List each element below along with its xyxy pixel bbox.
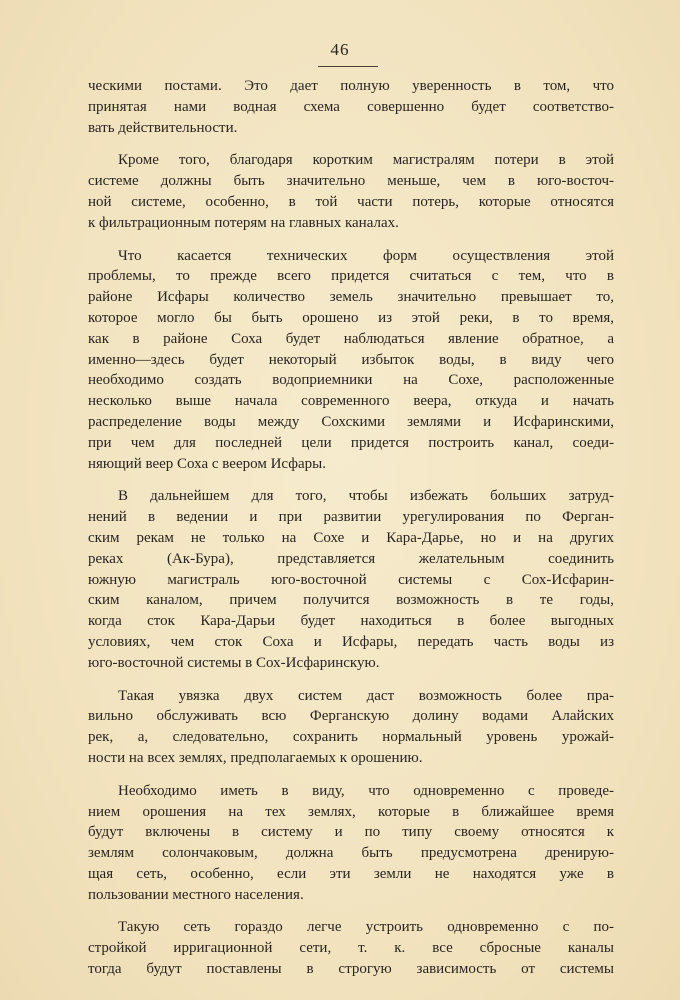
- header-rule: [318, 66, 378, 67]
- text-line: няющий веер Соха с веером Исфары.: [88, 455, 326, 472]
- text-line: необходимо создать водоприемники на Сохе, расположенные: [88, 372, 614, 389]
- text-line: ной системе, особенно, в той части потерь, которые относятся: [88, 193, 614, 210]
- text-line: принятая нами водная схема совершенно будет соответство-: [88, 98, 614, 115]
- text-line: В дальнейшем для того, чтобы избежать больших затруд-: [118, 488, 614, 505]
- text-line: которое могло бы быть орошено из этой реки, в то время,: [88, 309, 614, 326]
- text-line: системе должны быть значительно меньше, чем в юго-восточ-: [88, 173, 614, 190]
- text-line: щая сеть, особенно, если эти земли не находятся уже в: [88, 865, 614, 882]
- paragraph: [88, 486, 614, 673]
- text-line: пользовании местного населения.: [88, 886, 304, 903]
- text-line: Такую сеть гораздо легче устроить одновременно с по-: [118, 919, 614, 936]
- text-line: ским каналом, причем получится возможность в те годы,: [88, 592, 614, 609]
- text-body: [88, 76, 614, 992]
- text-line: районе Исфары количество земель значительно превышает то,: [88, 289, 614, 306]
- text-line: условиях, чем сток Соха и Исфары, передать часть воды из: [88, 633, 614, 650]
- text-line: к фильтрационным потерям на главных каналах.: [88, 214, 399, 231]
- paragraph: [88, 917, 614, 979]
- paragraph: [88, 76, 614, 138]
- text-line: ческими постами. Это дает полную уверенность в том, что: [88, 78, 614, 94]
- text-line: несколько выше начала современного веера, откуда и начать: [88, 393, 614, 410]
- paragraph: [88, 781, 614, 906]
- text-line: стройкой ирригационной сети, т. к. все сбросные каналы: [88, 940, 614, 957]
- text-line: как в районе Соха будет наблюдаться явление обратное, а: [88, 330, 614, 347]
- paragraph: [88, 686, 614, 769]
- text-line: реках (Ак-Бура), представляется желательным соединить: [88, 550, 614, 567]
- text-line: Кроме того, благодаря коротким магистралям потери в этой: [118, 152, 614, 169]
- text-line: нений в ведении и при развитии урегулирования по Ферган-: [88, 509, 614, 526]
- text-line: нием орошения на тех землях, которые в ближайшее время: [88, 803, 614, 820]
- text-line: юго-восточной системы в Сох-Исфаринскую.: [88, 654, 380, 671]
- text-line: Что касается технических форм осуществления этой: [118, 247, 614, 264]
- text-line: вильно обслуживать всю Ферганскую долину водами Алайских: [88, 708, 614, 725]
- text-line: распределение воды между Сохскими землями и Исфаринскими,: [88, 413, 614, 430]
- text-line: проблемы, то прежде всего придется считаться с тем, что в: [88, 268, 614, 285]
- text-line: будут включены в систему и по типу своему относятся к: [88, 824, 614, 841]
- paragraph: [88, 246, 614, 475]
- text-line: ским рекам не только на Сохе и Кара-Дарье, но и на других: [88, 529, 614, 546]
- text-line: южную магистраль юго-восточной системы с Сох-Исфарин-: [88, 571, 614, 588]
- text-line: рек, а, следовательно, сохранить нормальный уровень урожай-: [88, 729, 614, 746]
- page-number: 46: [330, 40, 350, 59]
- text-line: Такая увязка двух систем даст возможность более пра-: [118, 687, 614, 704]
- text-line: тогда будут поставлены в строгую зависимость от системы: [88, 961, 614, 978]
- text-line: Необходимо иметь в виду, что одновременно с проведе-: [118, 782, 614, 799]
- text-line: вать действительности.: [88, 119, 238, 136]
- text-line: когда сток Кара-Дарьи будет находиться в более выгодных: [88, 613, 614, 630]
- text-line: землям солончаковым, должна быть предусмотрена дренирую-: [88, 845, 614, 862]
- text-line: ности на всех землях, предполагаемых к орошению.: [88, 749, 423, 766]
- paragraph: [88, 150, 614, 233]
- text-line: именно—здесь будет некоторый избыток воды, в виду чего: [88, 351, 614, 368]
- text-line: при чем для последней цели придется построить канал, соеди-: [88, 434, 614, 451]
